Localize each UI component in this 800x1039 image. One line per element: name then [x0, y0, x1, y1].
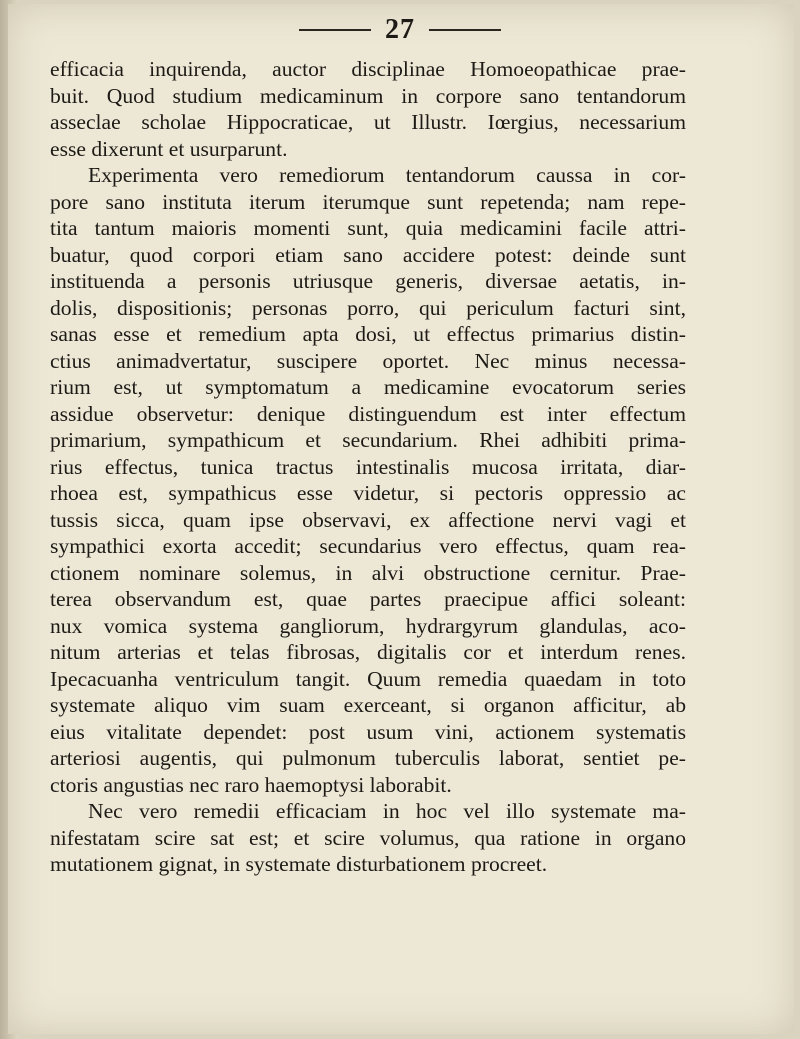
text-line: nifestatam scire sat est; et scire volumus, qua ratione in organo [50, 825, 686, 850]
text-line: Ipecacuanha ventriculum tangit. Quum remedia quaedam in toto [50, 666, 686, 691]
text-line: assidue observetur: denique distinguendum est inter effectum [50, 401, 686, 426]
text-line: buatur, quod corpori etiam sano accidere potest: deinde sunt [50, 242, 686, 267]
paragraph [50, 56, 686, 162]
text-line: eius vitalitate dependet: post usum vini, actionem systematis [50, 719, 686, 744]
text-line: Experimenta vero remediorum tentandorum caussa in cor- [88, 163, 686, 187]
text-line: rium est, ut symptomatum a medicamine evocatorum series [50, 375, 686, 399]
text-line: tita tantum maioris momenti sunt, quia medicamini facile attri- [50, 216, 686, 240]
text-line: nux vomica systema gangliorum, hydrargyrum glandulas, aco- [50, 613, 686, 638]
header-rule-left [299, 29, 371, 31]
text-line: esse dixerunt et usurparunt. [50, 136, 288, 161]
text-line: ctionem nominare solemus, in alvi obstructione cernitur. Prae- [50, 560, 686, 585]
text-line: tussis sicca, quam ipse observavi, ex affectione nervi vagi et [50, 507, 686, 532]
text-line: terea observandum est, quae partes praecipue affici soleant: [50, 587, 686, 611]
paragraph [50, 162, 686, 798]
text-line: buit. Quod studium medicaminum in corpore sano tentandorum [50, 83, 686, 108]
paragraph [50, 798, 686, 878]
text-line: sympathici exorta accedit; secundarius vero effectus, quam rea- [50, 534, 686, 558]
text-line: mutationem gignat, in systemate disturbationem procreet. [50, 852, 548, 876]
text-line: rhoea est, sympathicus esse videtur, si pectoris oppressio ac [50, 481, 686, 505]
page-header [0, 14, 800, 46]
text-line: primarium, sympathicum et secundarium. Rhei adhibiti prima- [50, 428, 686, 452]
text-line: efficacia inquirenda, auctor disciplinae Homoeopathicae prae- [50, 57, 686, 81]
text-line: rius effectus, tunica tractus intestinalis mucosa irritata, diar- [50, 454, 686, 479]
text-line: ctius animadvertatur, suscipere oportet. Nec minus necessa- [50, 348, 686, 373]
text-line: Nec vero remedii efficaciam in hoc vel illo systemate ma- [88, 799, 686, 823]
text-line: asseclae scholae Hippocraticae, ut Illustr. Iœrgius, necessarium [50, 110, 686, 134]
header-rule-right [429, 29, 501, 31]
body-text [50, 56, 686, 878]
text-line: arteriosi augentis, qui pulmonum tuberculis laborat, sentiet pe- [50, 746, 686, 770]
page-number: 27 [385, 14, 415, 45]
text-line: nitum arterias et telas fibrosas, digitalis cor et interdum renes. [50, 640, 686, 664]
text-line: dolis, dispositionis; personas porro, qui periculum facturi sint, [50, 295, 686, 320]
text-line: instituenda a personis utriusque generis, diversae aetatis, in- [50, 269, 686, 293]
text-line: pore sano instituta iterum iterumque sunt repetenda; nam repe- [50, 189, 686, 214]
text-line: systemate aliquo vim suam exerceant, si organon afficitur, ab [50, 693, 686, 717]
text-line: sanas esse et remedium apta dosi, ut effectus primarius distin- [50, 322, 686, 346]
text-line: ctoris angustias nec raro haemoptysi laborabit. [50, 772, 452, 797]
